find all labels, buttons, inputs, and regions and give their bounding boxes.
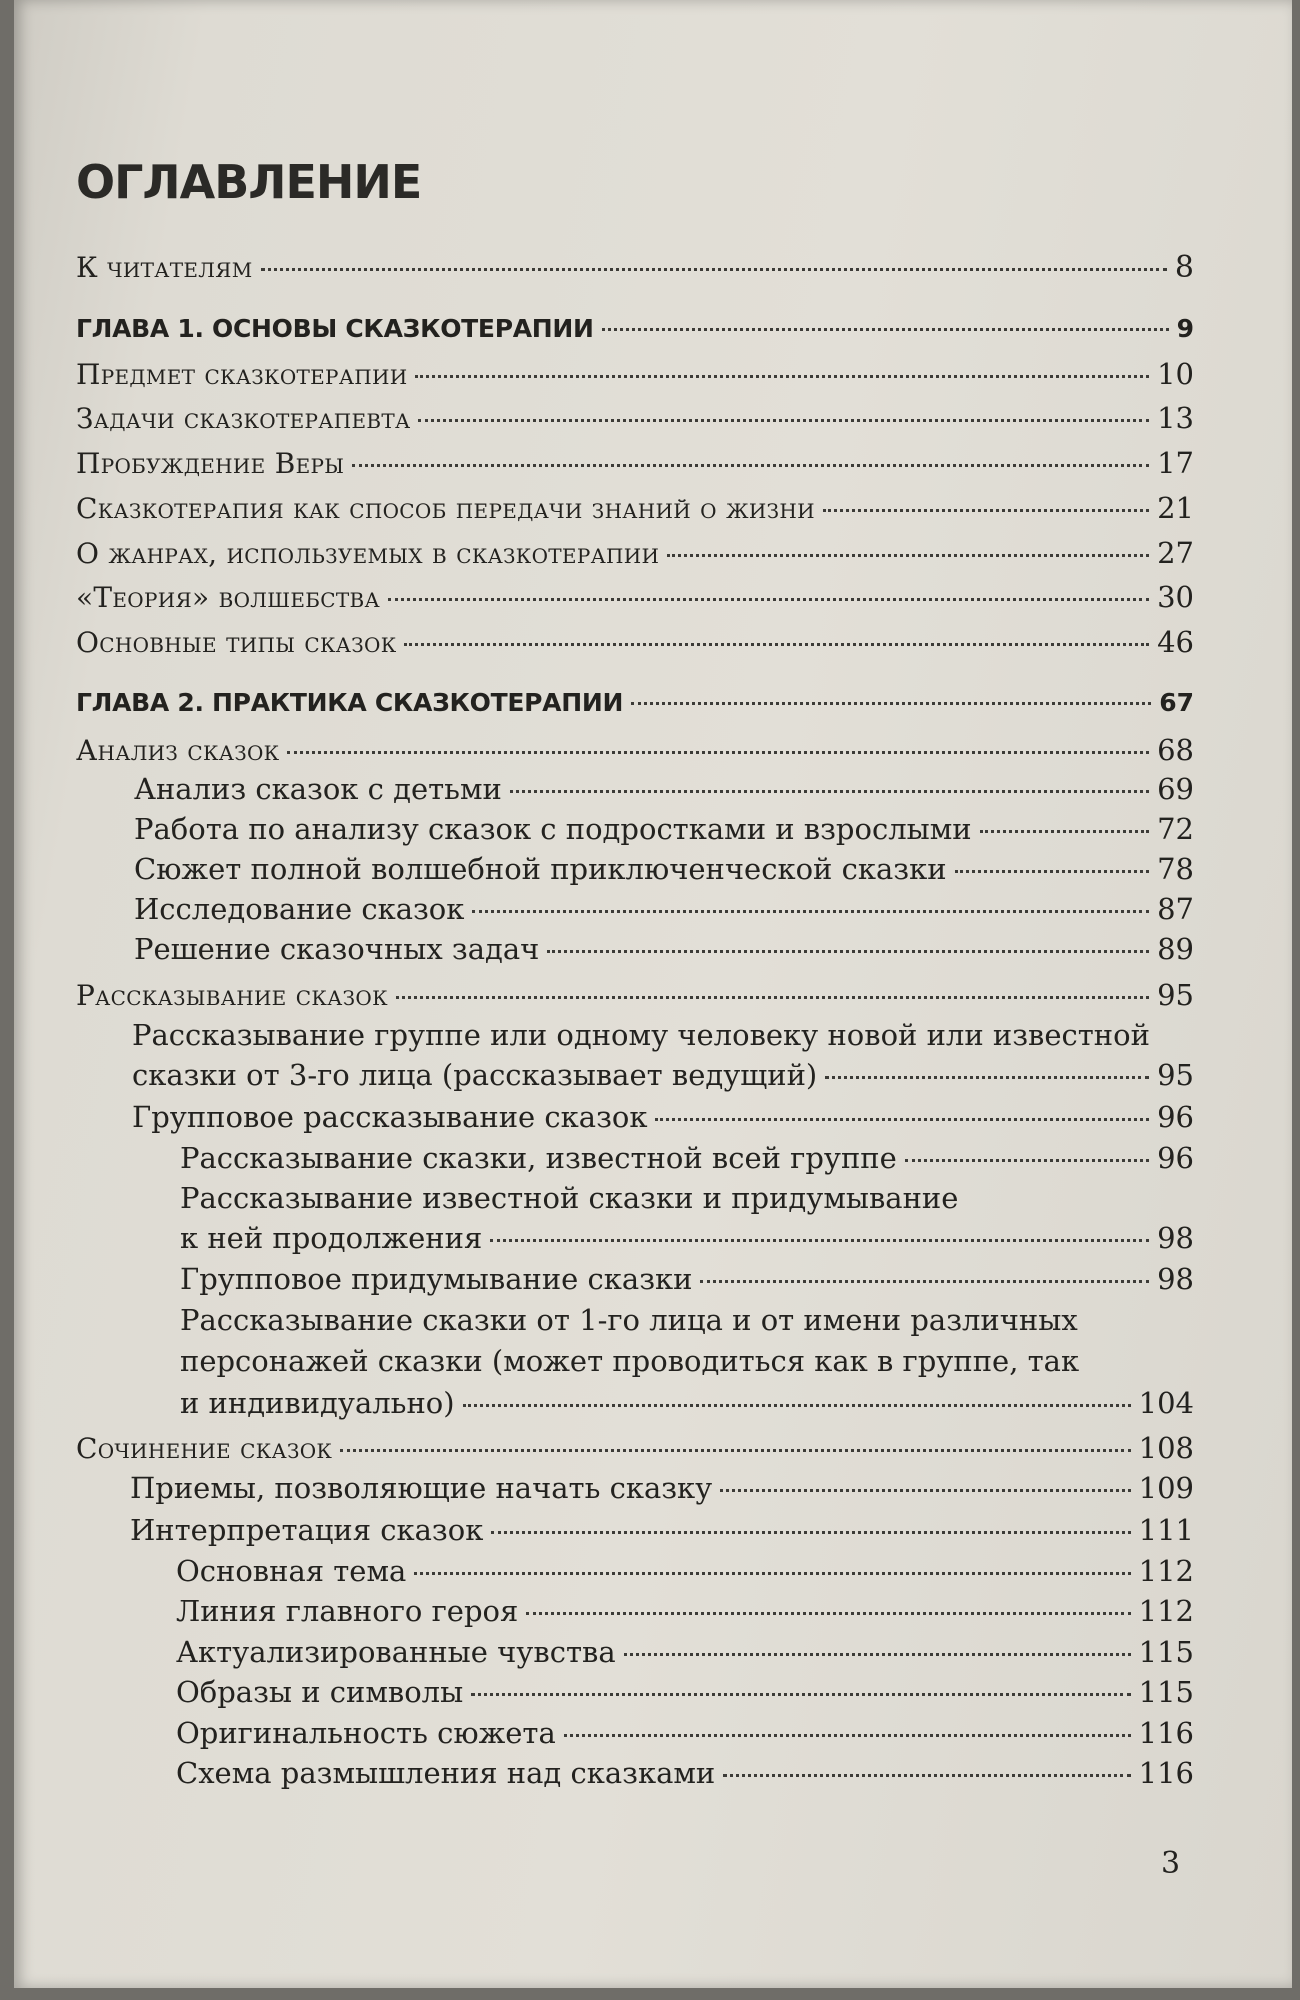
toc-chapter-1[interactable]: ГЛАВА 1. ОСНОВЫ СКАЗКОТЕРАПИИ 9	[76, 314, 1194, 343]
toc-entry[interactable]: Анализ сказок с детьми 69	[134, 772, 1194, 806]
toc-entry[interactable]: Сюжет полной волшебной приключенческой сказки 78	[134, 852, 1194, 886]
toc-entry[interactable]: Сказкотерапия как способ передачи знаний о жизни 21	[76, 491, 1194, 525]
toc-entry[interactable]: О жанрах, используемых в сказкотерапии 27	[76, 536, 1194, 570]
page-number: 3	[1161, 1846, 1181, 1881]
toc-entry[interactable]: Линия главного героя 112	[176, 1594, 1194, 1628]
toc-entry[interactable]: Схема размышления над сказками 116	[176, 1756, 1194, 1790]
toc-entry[interactable]: Пробуждение Веры 17	[76, 446, 1194, 480]
toc-entry-line[interactable]: Рассказывание группе или одному человеку новой или известной	[132, 1018, 1150, 1052]
toc-section-composing[interactable]: Сочинение сказок 108	[76, 1431, 1194, 1465]
toc-entry[interactable]: Предмет сказкотерапии 10	[76, 357, 1194, 391]
toc-entry[interactable]: Исследование сказок 87	[134, 892, 1194, 926]
toc-entry[interactable]: к ней продолжения 98	[180, 1221, 1194, 1255]
toc-entry[interactable]: Задачи сказкотерапевта 13	[76, 401, 1194, 435]
toc-entry[interactable]: Актуализированные чувства 115	[176, 1635, 1194, 1669]
toc-entry[interactable]: и индивидуально) 104	[180, 1386, 1194, 1420]
toc-entry[interactable]: Групповое придумывание сказки 98	[180, 1262, 1194, 1296]
toc-entry-intro[interactable]: К читателям 8	[76, 250, 1194, 285]
toc-entry[interactable]: Работа по анализу сказок с подростками и взрослыми 72	[134, 812, 1194, 846]
book-page	[14, 0, 1292, 1988]
page-title: ОГЛАВЛЕНИЕ	[76, 155, 422, 209]
toc-chapter-2[interactable]: ГЛАВА 2. ПРАКТИКА СКАЗКОТЕРАПИИ 67	[76, 688, 1194, 717]
toc-entry-line[interactable]: Рассказывание известной сказки и придумывание	[180, 1181, 959, 1215]
toc-entry[interactable]: Интерпретация сказок 111	[130, 1513, 1194, 1547]
toc-entry[interactable]: Групповое рассказывание сказок 96	[132, 1100, 1194, 1134]
toc-entry[interactable]: Рассказывание сказки, известной всей группе 96	[180, 1141, 1194, 1175]
toc-entry[interactable]: Основные типы сказок 46	[76, 625, 1194, 659]
toc-entry[interactable]: Основная тема 112	[176, 1554, 1194, 1588]
toc-section-telling[interactable]: Рассказывание сказок 95	[76, 978, 1194, 1012]
toc-entry[interactable]: Образы и символы 115	[176, 1675, 1194, 1709]
table-of-contents	[14, 0, 1292, 1988]
toc-entry[interactable]: сказки от 3-го лица (рассказывает ведущий) 95	[132, 1058, 1194, 1092]
toc-entry[interactable]: Оригинальность сюжета 116	[176, 1716, 1194, 1750]
toc-entry-line[interactable]: персонажей сказки (может проводиться как в группе, так	[180, 1344, 1080, 1378]
toc-section-analysis[interactable]: Анализ сказок 68	[76, 733, 1194, 767]
toc-entry[interactable]: Решение сказочных задач 89	[134, 932, 1194, 966]
toc-entry[interactable]: Приемы, позволяющие начать сказку 109	[130, 1471, 1194, 1505]
toc-entry-line[interactable]: Рассказывание сказки от 1-го лица и от имени различных	[180, 1303, 1078, 1337]
toc-entry[interactable]: «Теория» волшебства 30	[76, 580, 1194, 614]
